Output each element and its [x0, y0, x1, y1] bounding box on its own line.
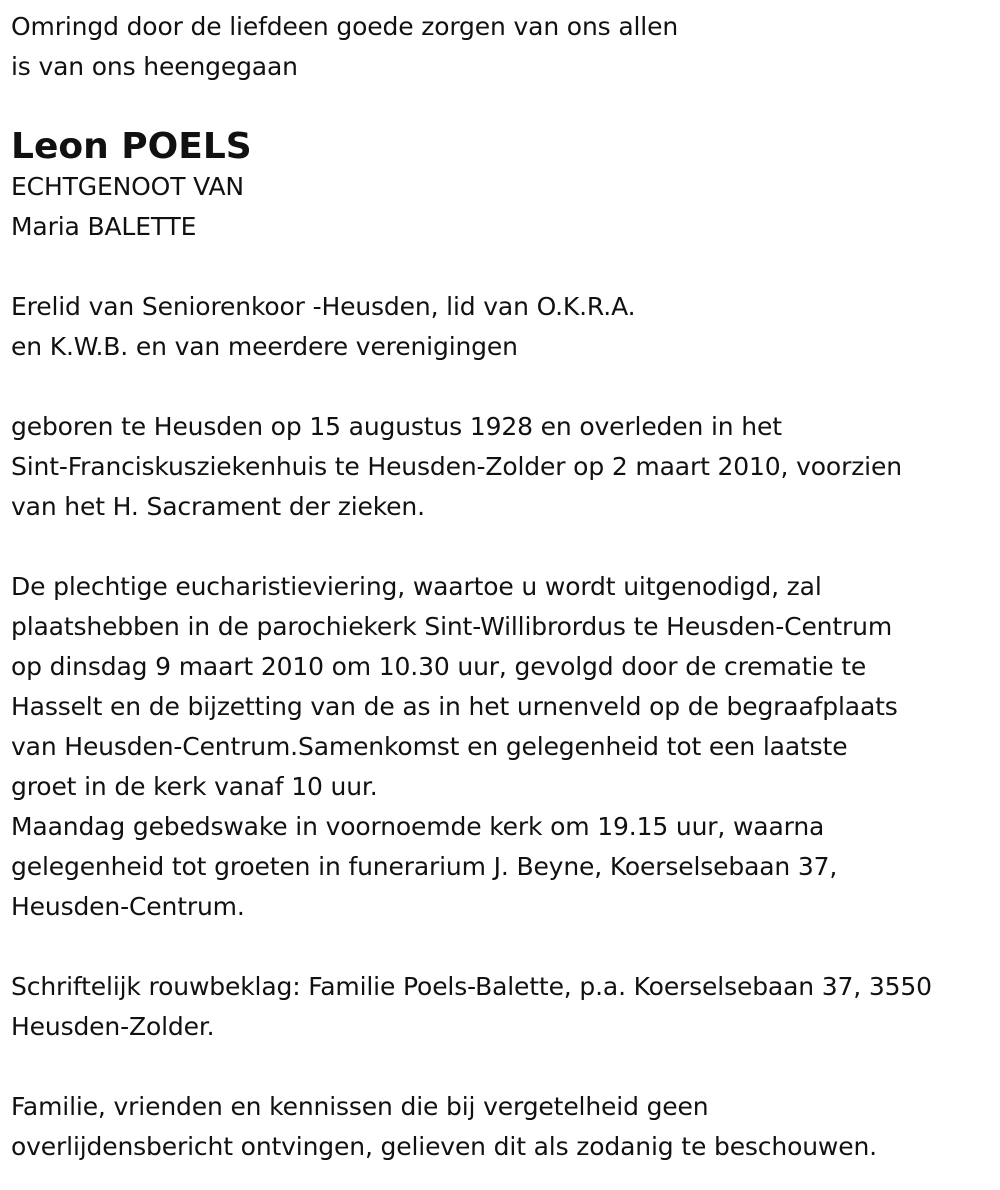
- memberships-line: Erelid van Seniorenkoor -Heusden, lid van O.K.R.A.: [11, 292, 636, 321]
- birth-death-paragraph: [11, 407, 1000, 527]
- condolences-line: Schriftelijk rouwbeklag: Familie Poels-Balette, p.a. Koerselsebaan 37, 3550: [11, 972, 932, 1001]
- memberships-line: en K.W.B. en van meerdere verenigingen: [11, 332, 518, 361]
- birth-death-line: van het H. Sacrament der zieken.: [11, 492, 425, 521]
- condolences-paragraph: [11, 967, 1000, 1047]
- ceremony-line: op dinsdag 9 maart 2010 om 10.30 uur, gevolgd door de crematie te: [11, 652, 867, 681]
- spouse-name: Maria BALETTE: [11, 212, 197, 241]
- ceremony-paragraph: [11, 567, 1000, 807]
- notice-line: Familie, vrienden en kennissen die bij vergetelheid geen: [11, 1092, 709, 1121]
- notice-line: overlijdensbericht ontvingen, gelieven dit als zodanig te beschouwen.: [11, 1132, 877, 1161]
- wake-paragraph: [11, 807, 1000, 927]
- ceremony-line: groet in de kerk vanaf 10 uur.: [11, 772, 378, 801]
- deceased-block: [11, 127, 1000, 247]
- wake-line: Maandag gebedswake in voornoemde kerk om 19.15 uur, waarna: [11, 812, 825, 841]
- birth-death-line: Sint-Franciskusziekenhuis te Heusden-Zolder op 2 maart 2010, voorzien: [11, 452, 902, 481]
- notice-paragraph: [11, 1087, 1000, 1167]
- ceremony-line: Hasselt en de bijzetting van de as in het urnenveld op de begraafplaats: [11, 692, 898, 721]
- intro-line: Omringd door de liefdeen goede zorgen van ons allen: [11, 12, 679, 41]
- intro-text: [11, 7, 1000, 87]
- intro-line: is van ons heengegaan: [11, 52, 298, 81]
- wake-line: gelegenheid tot groeten in funerarium J. Beyne, Koerselsebaan 37,: [11, 852, 838, 881]
- deceased-name: Leon POELS: [11, 126, 252, 167]
- ceremony-line: van Heusden-Centrum.Samenkomst en gelegenheid tot een laatste: [11, 732, 848, 761]
- wake-line: Heusden-Centrum.: [11, 892, 245, 921]
- condolences-line: Heusden-Zolder.: [11, 1012, 215, 1041]
- relation-label: ECHTGENOOT VAN: [11, 172, 244, 201]
- ceremony-line: plaatshebben in de parochiekerk Sint-Willibrordus te Heusden-Centrum: [11, 612, 893, 641]
- ceremony-line: De plechtige eucharistieviering, waartoe u wordt uitgenodigd, zal: [11, 572, 822, 601]
- birth-death-line: geboren te Heusden op 15 augustus 1928 en overleden in het: [11, 412, 782, 441]
- memberships-paragraph: [11, 287, 1000, 367]
